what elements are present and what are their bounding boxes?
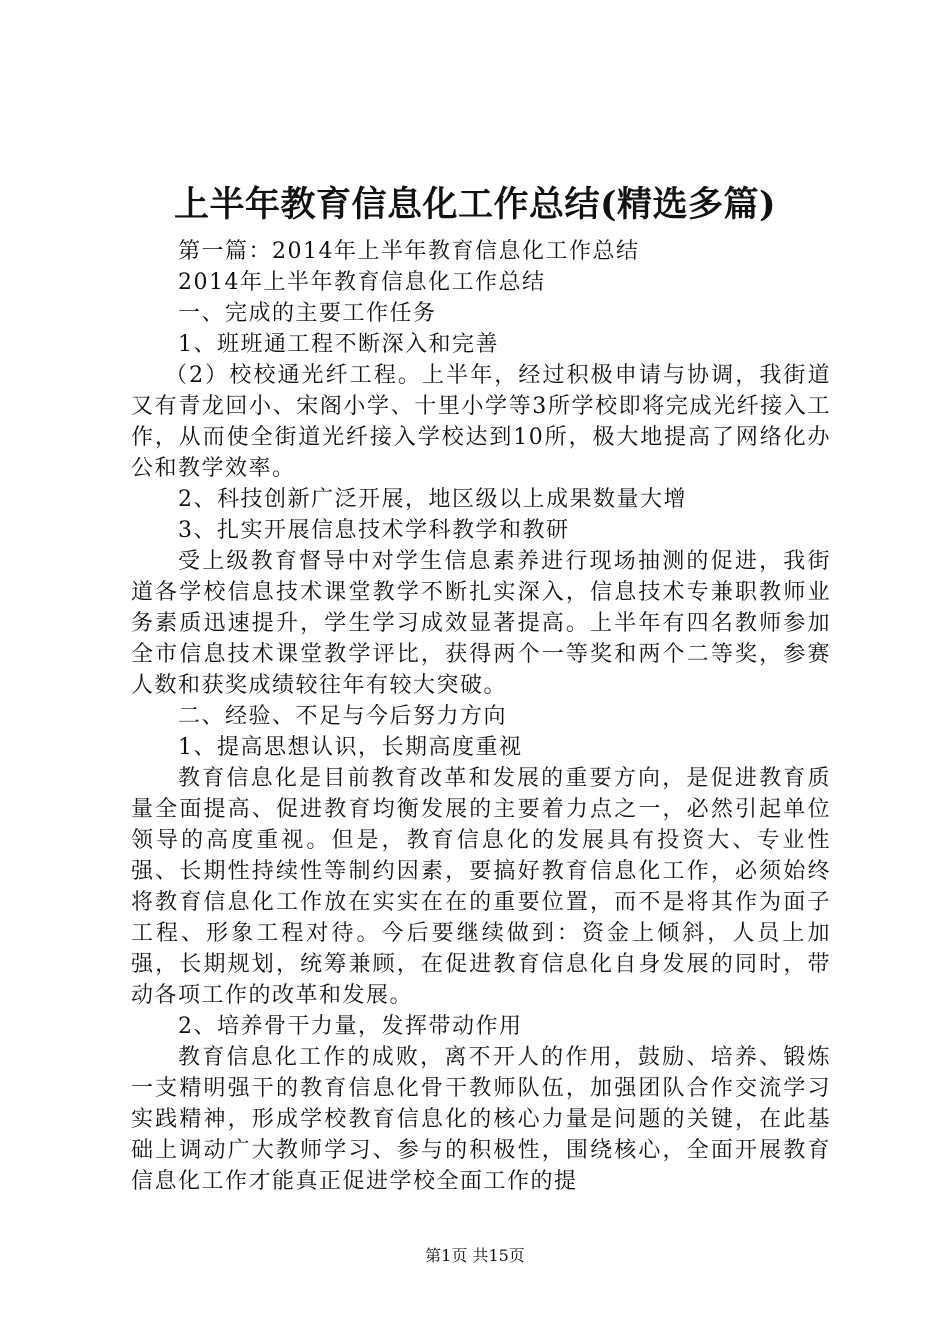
section-heading: 一、完成的主要工作任务 [178,301,437,326]
document-body [131,236,831,1197]
paragraph: 教育信息化是目前教育改革和发展的重要方向，是促进教育质量全面提高、促进教育均衡发展的主要着力点之一，必然引起单位领导的高度重视。但是，教育信息化的发展具有投资大、专业性强、长期性持续性等制约因素，要搞好教育信息化工作，必须始终将教育信息化工作放在实实在在的重要位置，而不是将其作为面子工程、形象工程对待。今后要继续做到：资金上倾斜，人员上加强，长期规划，统筹兼顾，在促进教育信息化自身发展的同时，带动各项工作的改革和发展。 [131,766,831,1008]
subsection-heading: 3、扎实开展信息技术学科教学和教研 [178,518,570,543]
document-title: 上半年教育信息化工作总结(精选多篇) [173,184,777,225]
paragraph: 受上级教育督导中对学生信息素养进行现场抽测的促进，我街道各学校信息技术课堂教学不断扎实深入，信息技术专兼职教师业务素质迅速提升，学生学习成效显著提高。上半年有四名教师参加全市信息技术课堂教学评比，获得两个一等奖和两个二等奖，参赛人数和获奖成绩较往年有较大突破。 [131,549,831,698]
section-heading: 二、经验、不足与今后努力方向 [178,704,508,729]
subsection-heading: 1、提高思想认识，长期高度重视 [178,735,523,760]
subsection-heading: 1、班班通工程不断深入和完善 [178,332,499,357]
paragraph: 教育信息化工作的成败，离不开人的作用，鼓励、培养、锻炼一支精明强干的教育信息化骨干教师队伍，加强团队合作交流学习实践精神，形成学校教育信息化的核心力量是问题的关键，在此基础上调动广大教师学习、参与的积极性，围绕核心，全面开展教育信息化工作才能真正促进学校全面工作的提 [131,1045,831,1194]
paragraph: （2）校校通光纤工程。上半年，经过积极申请与协调，我街道又有青龙回小、宋阁小学、十里小学等3所学校即将完成光纤接入工作，从而使全街道光纤接入学校达到10所，极大地提高了网络化办公和教学效率。 [131,363,831,481]
paragraph: 2014年上半年教育信息化工作总结 [178,270,546,295]
paragraph: 第一篇：2014年上半年教育信息化工作总结 [178,239,640,264]
subsection-heading: 2、科技创新广泛开展，地区级以上成果数量大增 [178,487,687,512]
subsection-heading: 2、培养骨干力量，发挥带动作用 [178,1014,523,1039]
page-footer: 第1页 共15页 [425,1246,525,1265]
